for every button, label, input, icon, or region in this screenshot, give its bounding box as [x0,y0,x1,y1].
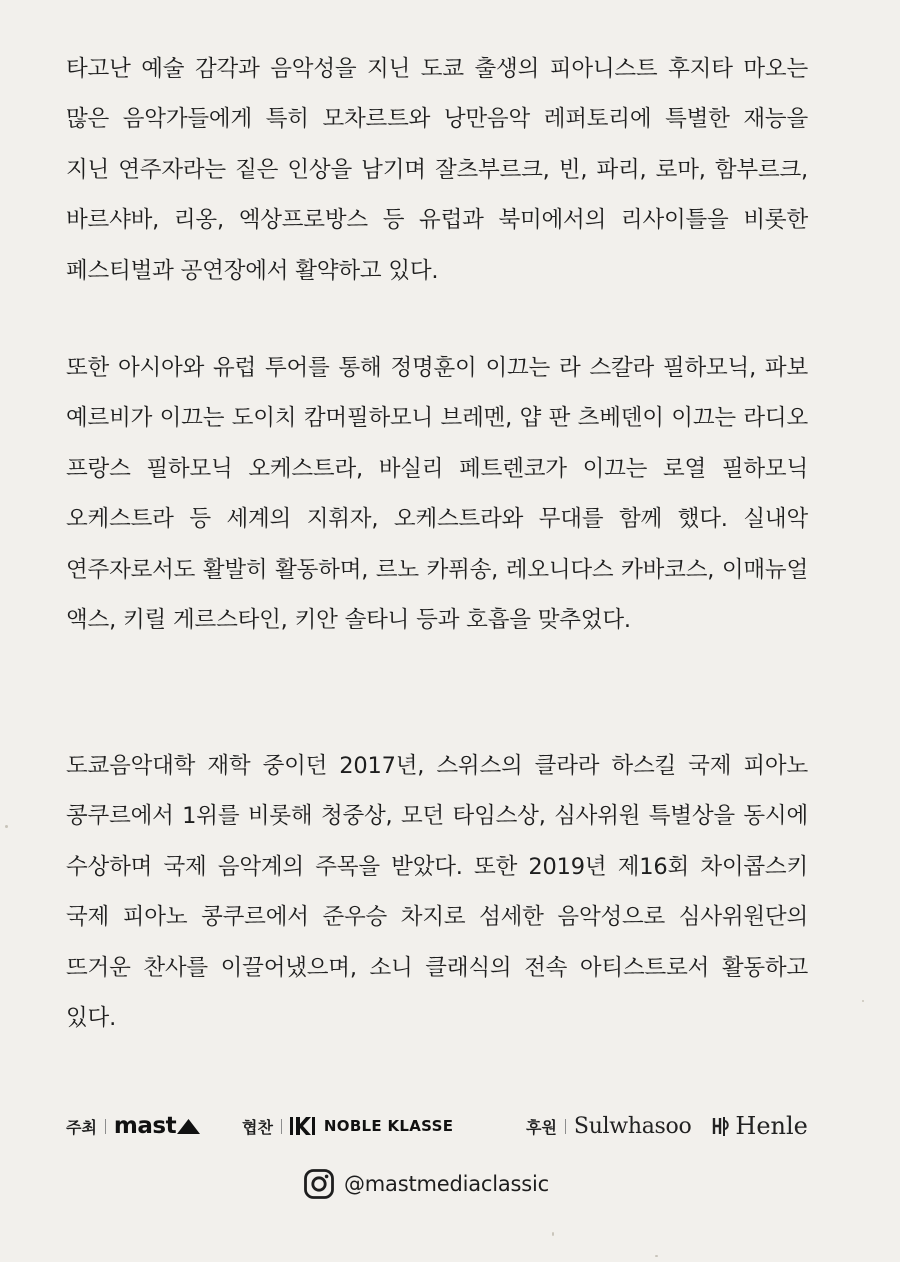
sponsor-credit [526,1106,808,1146]
noble-klasse-emblem-icon [290,1116,316,1136]
paper-speck [862,1000,864,1002]
henle-logo [711,1112,807,1140]
mast-logo-triangle-icon [177,1118,200,1135]
paper-speck [5,825,8,828]
bio-paragraph-1: 타고난 예술 감각과 음악성을 지닌 도쿄 출생의 피아니스트 후지타 마오는 많은 음악가들에게 특히 모차르트와 낭만음악 레퍼토리에 특별한 재능을 지닌 연주자라는 짙은 인상을 남기며 잘츠부르크, 빈, 파리, 로마, 함부르크, 바르샤바, 리옹, 엑상프로방스 등 유럽과 북미에서의 리사이틀을 비롯한 페스티벌과 공연장에서 활약하고 있다. [66,55,808,284]
noble-klasse-logo-text: NOBLE KLASSE [323,1117,454,1135]
divider [281,1119,282,1134]
henle-logo-text: Henle [735,1112,808,1140]
bio-paragraph-2: 또한 아시아와 유럽 투어를 통해 정명훈이 이끄는 라 스칼라 필하모닉, 파보 예르비가 이끄는 도이치 캄머필하모니 브레멘, 얍 판 츠베덴이 이끄는 라디오 프랑스 필하모닉 오케스트라, 바실리 페트렌코가 이끄는 로열 필하모닉 오케스트라 등 세계의 지휘자, 오케스트라와 무대를 함께 했다. 실내악 연주자로서도 활발히 활동하며, 르노 카퓌송, 레오니다스 카바코스, 이매뉴얼 액스, 키릴 게르스타인, 키안 솔타니 등과 호흡을 맞추었다. [66,354,808,633]
sulwhasoo-logo: Sulwhasoo [573,1113,692,1139]
paper-speck [552,1232,554,1236]
instagram-link[interactable] [303,1166,549,1202]
host-label: 주최 [66,1117,97,1137]
mast-logo-text: mast [113,1113,177,1139]
mast-logo [114,1113,200,1139]
paper-speck [655,1255,658,1257]
bio-paragraph-3: 도쿄음악대학 재학 중이던 2017년, 스위스의 클라라 하스킬 국제 피아노 콩쿠르에서 1위를 비롯해 청중상, 모던 타임스상, 심사위원 특별상을 동시에 수상하며 국제 음악계의 주목을 받았다. 또한 2019년 제16회 차이콥스키 국제 피아노 콩쿠르에서 준우승 차지로 섬세한 음악성으로 심사위원단의 뜨거운 찬사를 이끌어냈으며, 소니 클래식의 전속 아티스트로서 활동하고 있다. [66,752,808,1031]
instagram-icon [303,1168,335,1200]
host-credit [66,1106,200,1146]
noble-klasse-logo [290,1116,453,1136]
divider [105,1119,106,1134]
instagram-handle: @mastmediaclassic [344,1172,550,1196]
credits-row [66,1106,826,1146]
henle-emblem-icon [711,1115,731,1137]
sponsor-label: 후원 [526,1117,557,1137]
cooperation-credit [242,1106,453,1146]
cooperation-label: 협찬 [242,1117,273,1137]
divider [565,1119,566,1134]
